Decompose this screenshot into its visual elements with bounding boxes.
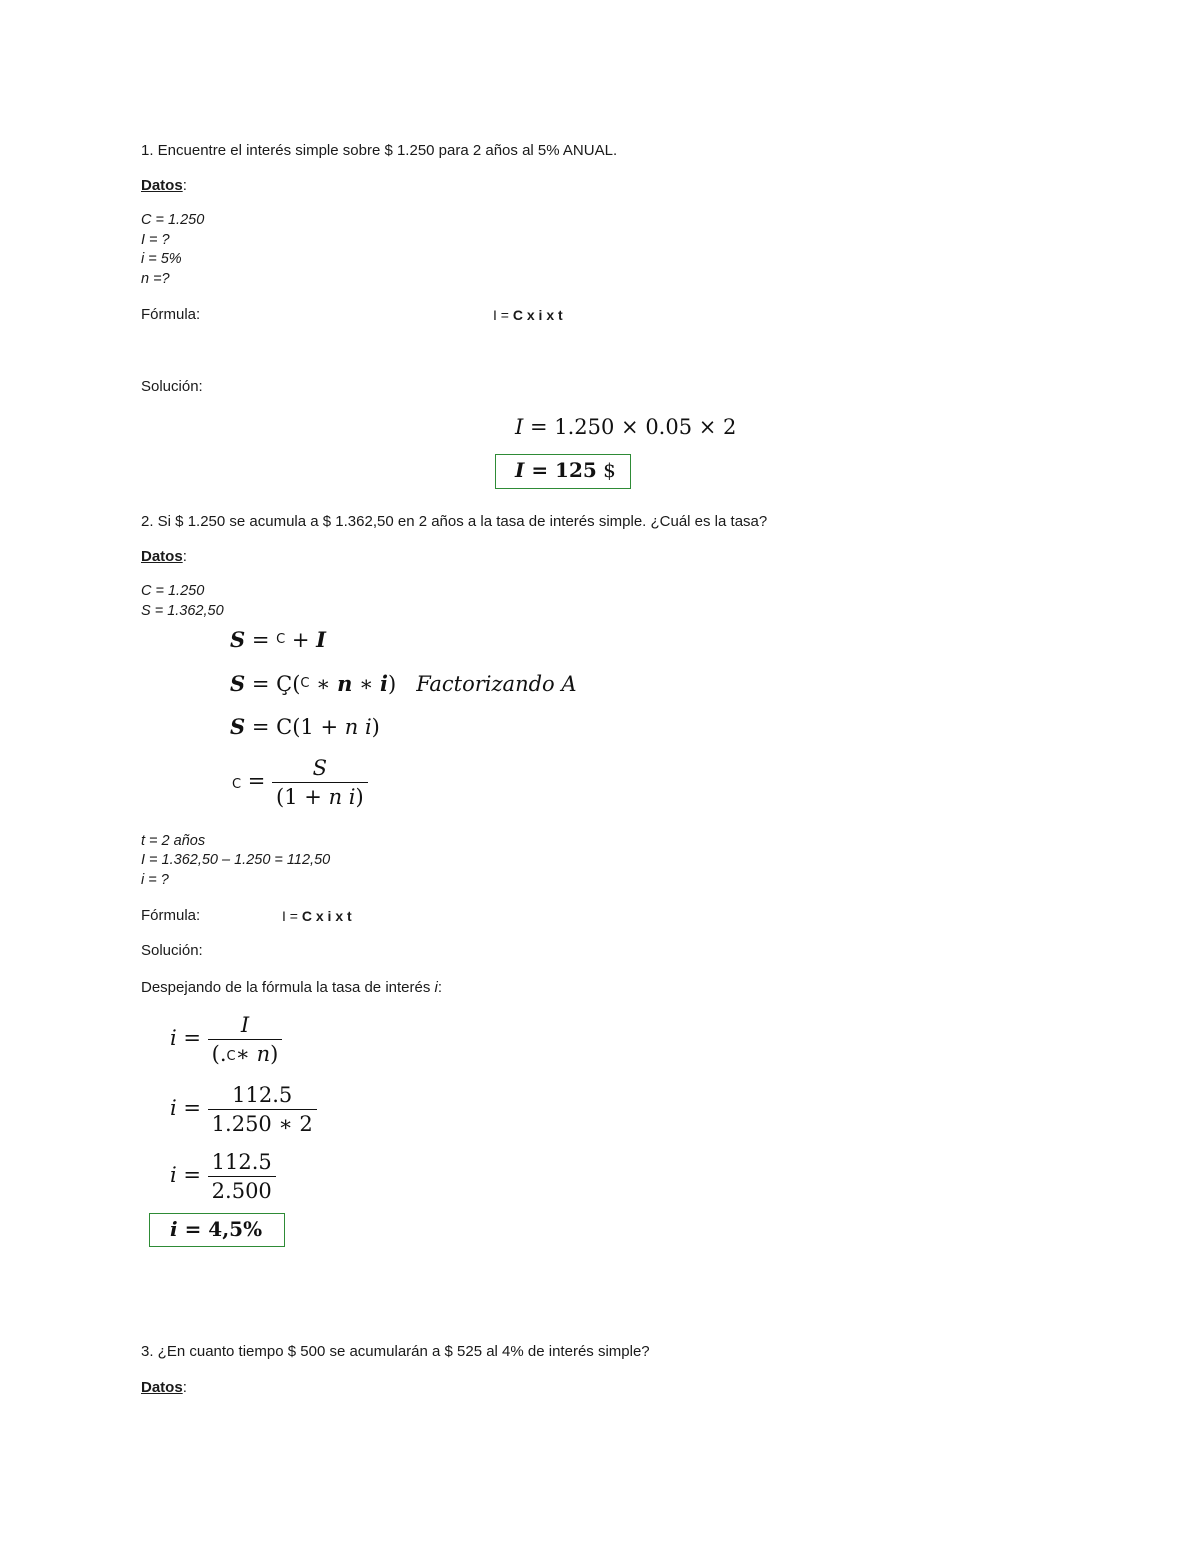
q2-formula-label: Fórmula: (141, 907, 201, 924)
q2-datos-label: Datos (141, 548, 183, 565)
q1-data-line: I = ? (141, 232, 170, 248)
q1-question: 1. Encuentre el interés simple sobre $ 1.250 para 2 años al 5% ANUAL. (141, 142, 618, 159)
q2-f1-c: C (226, 1049, 236, 1065)
q1-formula-i: I = (493, 307, 509, 323)
q3-datos-heading (141, 1379, 187, 1397)
q2-deriv-line-2: S = Ç(C ∗ n ∗ i) Factorizando A (230, 671, 577, 696)
q1-equation (515, 415, 736, 439)
q1-data-line: i = 5% (141, 251, 182, 267)
q1-datos-heading (141, 177, 187, 195)
q2-result (170, 1217, 262, 1241)
q2-d1-c: C (276, 632, 286, 647)
q2-f2-fraction (208, 1083, 317, 1136)
q1-eq-lhs: I (515, 415, 524, 439)
q2-frac-line-2: i = $\frac{112.5}{1.250 ∗ 2}$ (170, 1083, 317, 1136)
q2-deriv-line-1: S = C + I (230, 627, 326, 652)
q1-formula (493, 307, 563, 323)
q2-f2-i: i (170, 1096, 177, 1121)
q2-f3-den: 2.500 (208, 1176, 276, 1203)
q2-formula-i: I = (282, 908, 298, 924)
q2-f2-den: 1.250 ∗ 2 (208, 1109, 317, 1136)
q2-d3-i: i (364, 715, 372, 739)
q2-result-var: i (170, 1217, 178, 1241)
q1-datos-colon: : (182, 177, 187, 194)
q2-deriv-line-3: S = C(1 + n i) (230, 714, 380, 739)
q2-formula-vars: C x i x t (301, 908, 352, 924)
q2-datos-heading (141, 548, 187, 566)
q2-d4-one: 1 (284, 785, 298, 810)
q2-data-line: i = ? (141, 872, 169, 888)
q1-eq-rhs: = 1.250 × 0.05 × 2 (529, 415, 737, 439)
q2-despejando-text: Despejando de la fórmula la tasa de interés (141, 979, 435, 996)
q2-f1-num: I (240, 1013, 250, 1037)
q2-d2-c: C (300, 676, 310, 691)
q2-d2-factorizando: Factorizando A (416, 672, 577, 696)
q2-d4-c: C (232, 777, 242, 793)
q1-data-line: C = 1.250 (141, 212, 205, 228)
q2-d3-n: n (344, 715, 359, 739)
q2-d4-i: i (348, 785, 356, 810)
q1-formula-label: Fórmula: (141, 306, 201, 323)
q1-data-line: n =? (141, 271, 170, 287)
q2-data-line: S = 1.362,50 (141, 603, 224, 619)
q2-f1-n: n (256, 1042, 271, 1067)
q2-datos-colon: : (182, 548, 187, 565)
q2-data-line: t = 2 años (141, 833, 206, 849)
q2-f3-num: 112.5 (211, 1150, 272, 1174)
q2-frac-line-3: i = $\frac{112.5}{2.500}$ (170, 1150, 276, 1203)
q3-datos-label: Datos (141, 1379, 183, 1396)
q1-result-unit: $ (596, 458, 616, 482)
q2-solucion-label: Solución: (141, 942, 203, 959)
q2-d2-i: i (380, 671, 388, 696)
q2-d4-n: n (328, 785, 343, 810)
q2-formula (282, 908, 352, 924)
q2-d4-fraction (272, 756, 368, 809)
q2-data-line: C = 1.250 (141, 583, 205, 599)
q2-deriv-line-4: C = $\frac{S}{\text{(1 + n i)}}$ (232, 756, 368, 809)
q2-d3-c: C (276, 715, 293, 739)
q3-question: 3. ¿En cuanto tiempo $ 500 se acumularán a $ 525 al 4% de interés simple? (141, 1343, 650, 1360)
q2-despejando-var: i (434, 979, 438, 996)
q2-d3-s: S (230, 714, 246, 739)
q1-solucion-label: Solución: (141, 378, 203, 395)
q2-f2-num: 112.5 (232, 1083, 293, 1107)
q2-f1-fraction (208, 1013, 283, 1066)
q2-d1-i: I (316, 627, 326, 652)
q2-question: 2. Si $ 1.250 se acumula a $ 1.362,50 en 2 años a la tasa de interés simple. ¿Cuál es la tasa? (141, 513, 768, 530)
q2-data-line: I = 1.362,50 – 1.250 = 112,50 (141, 852, 331, 868)
q2-d4-num: S (312, 756, 328, 780)
q1-formula-vars: C x i x t (512, 307, 563, 323)
q2-f1-den: (.C∗ n) (208, 1039, 283, 1066)
q3-datos-colon: : (182, 1379, 187, 1396)
q2-despejando-end: : (437, 979, 443, 996)
q2-d3-one: 1 (300, 715, 314, 739)
q1-datos-label: Datos (141, 177, 183, 194)
q2-f3-i: i (170, 1163, 177, 1188)
q2-d2-s: S (230, 671, 246, 696)
q1-result-var: I (515, 458, 525, 482)
q2-f3-fraction (208, 1150, 276, 1203)
q2-despejando (141, 979, 442, 996)
q1-result (515, 458, 616, 482)
q2-d4-den: (1 + n i) (272, 782, 368, 809)
q2-f1-i: i (170, 1026, 177, 1051)
q2-d2-c-cedilla: Ç (276, 672, 293, 696)
q1-result-eq: = 125 (524, 458, 597, 482)
q2-d1-s: S (230, 627, 246, 652)
q2-result-val: = 4,5% (177, 1217, 263, 1241)
q2-d2-n: n (337, 671, 353, 696)
q2-frac-line-1: i = $\frac{I}{(.C∗ n)}$ (170, 1013, 282, 1066)
